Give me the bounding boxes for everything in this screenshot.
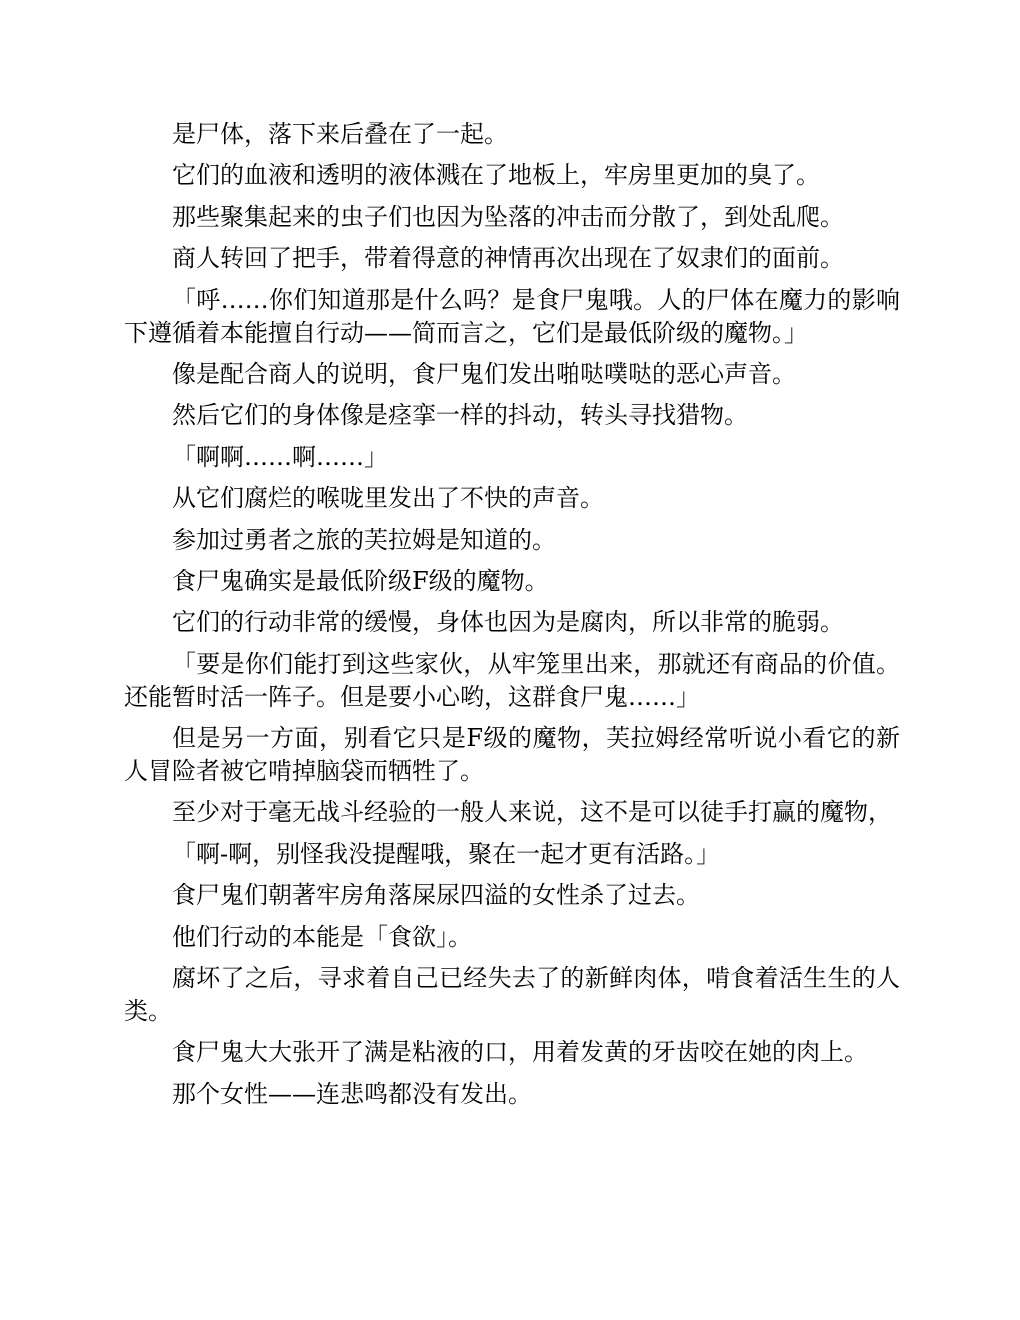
- paragraph: 参加过勇者之旅的芙拉姆是知道的。: [172, 525, 556, 554]
- paragraph: 食尸鬼确实是最低阶级F级的魔物。: [172, 566, 549, 595]
- document-body: [124, 118, 900, 1119]
- paragraph: 那些聚集起来的虫子们也因为坠落的冲击而分散了，到处乱爬。: [172, 202, 844, 231]
- paragraph: 食尸鬼们朝著牢房角落屎尿四溢的女性杀了过去。: [172, 881, 700, 910]
- paragraph: 「要是你们能打到这些家伙，从牢笼里出来，那就还有商品的价值。还能暂时活一阵子。但是要小心哟，这群食尸鬼……」: [124, 649, 900, 711]
- paragraph: 食尸鬼大大张开了满是粘液的口，用着发黄的牙齿咬在她的肉上。: [172, 1038, 868, 1067]
- paragraph: 然后它们的身体像是痉挛一样的抖动，转头寻找猎物。: [172, 401, 748, 430]
- paragraph: 从它们腐烂的喉咙里发出了不快的声音。: [172, 484, 604, 513]
- paragraph: 他们行动的本能是「食欲」。: [172, 922, 472, 951]
- paragraph: 像是配合商人的说明，食尸鬼们发出啪哒噗哒的恶心声音。: [172, 359, 796, 388]
- paragraph: 它们的行动非常的缓慢，身体也因为是腐肉，所以非常的脆弱。: [172, 608, 844, 637]
- paragraph: 但是另一方面，别看它只是F级的魔物，芙拉姆经常听说小看它的新人冒险者被它啃掉脑袋而牺牲了。: [124, 724, 900, 786]
- paragraph: 腐坏了之后，寻求着自己已经失去了的新鲜肉体，啃食着活生生的人类。: [124, 964, 900, 1026]
- paragraph: 商人转回了把手，带着得意的神情再次出现在了奴隶们的面前。: [172, 244, 844, 273]
- paragraph: 那个女性——连悲鸣都没有发出。: [172, 1079, 532, 1108]
- paragraph: 「啊啊……啊……」: [172, 442, 388, 471]
- paragraph: 「呼……你们知道那是什么吗？是食尸鬼哦。人的尸体在魔力的影响下遵循着本能擅自行动——简而言之，它们是最低阶级的魔物。」: [124, 285, 900, 347]
- paragraph: 「啊-啊，别怪我没提醒哦，聚在一起才更有活路。」: [172, 839, 721, 868]
- paragraph: 它们的血液和透明的液体溅在了地板上，牢房里更加的臭了。: [172, 161, 820, 190]
- paragraph: 至少对于毫无战斗经验的一般人来说，这不是可以徒手打赢的魔物，: [172, 798, 892, 827]
- paragraph: 是尸体，落下来后叠在了一起。: [172, 120, 508, 148]
